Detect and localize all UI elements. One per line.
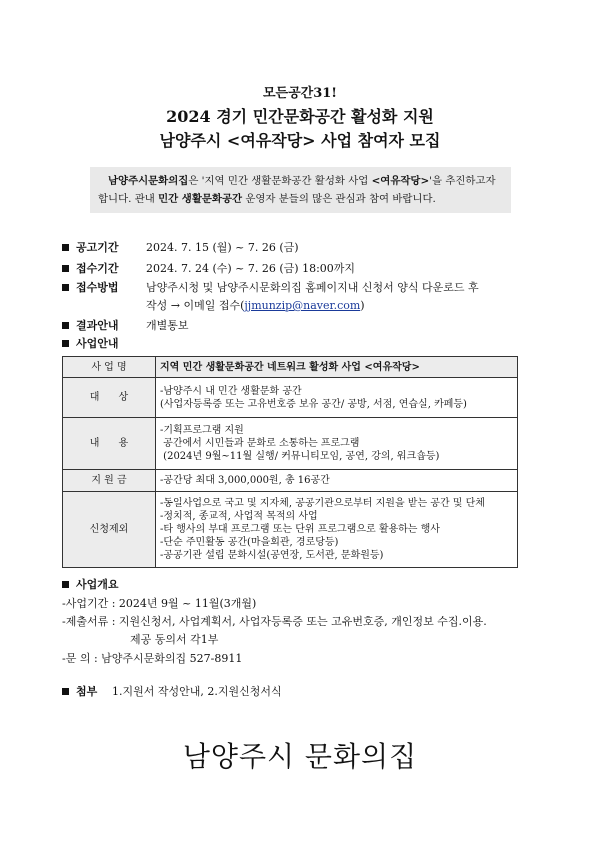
row-label: 지 원 금 — [63, 470, 156, 492]
intro-line1-end: '을 추진하고자 — [429, 175, 496, 187]
row-content: -남양주시 내 민간 생활문화 공간 (사업자등록증 또는 고유번호증 보유 공간/ 공방, 서점, 연습실, 카페등) — [156, 378, 518, 418]
notice-result: 결과안내 개별통보 — [62, 318, 542, 334]
document-title-line2: 남양주시 <여유작당> 사업 참여자 모집 — [159, 131, 441, 150]
email-link[interactable]: jjmunzip@naver.com — [244, 299, 361, 312]
footer-org: 남양주시 문화의집 — [182, 740, 418, 773]
intro-target: 민간 생활문화공간 — [158, 193, 243, 205]
bullet-square-icon — [62, 322, 69, 329]
document-kicker: 모든공간31! — [262, 86, 338, 101]
bullet-square-icon — [62, 265, 69, 272]
intro-box — [90, 167, 511, 213]
intro-project: <여유작당> — [371, 175, 430, 187]
overview-documents: -제출서류 : 지원신청서, 사업계획서, 사업자등록증 또는 고유번호증, 개인정보 수집.이용. — [62, 615, 487, 628]
notice-method: 접수방법 남양주시청 및 남양주시문화의집 홈페이지내 신청서 양식 다운로드 후 작성 → 이메일 접수(jjmunzip@naver.com) — [62, 280, 542, 316]
bullet-square-icon — [62, 340, 69, 347]
table-row — [63, 492, 518, 568]
row-content: -기획프로그램 지원 공간에서 시민들과 문화로 소통하는 프로그램 (2024년 9월~11월 실행/ 커뮤니티모임, 공연, 강의, 워크숍등) — [156, 418, 518, 470]
overview-documents-cont: 제공 동의서 각1부 — [130, 633, 219, 646]
row-content: -공간당 최대 3,000,000원, 총 16공간 — [156, 470, 518, 492]
intro-line1 — [98, 172, 503, 190]
bullet-square-icon — [62, 284, 69, 291]
attachment-line: 첨부 1.지원서 작성안내, 2.지원신청서식 — [62, 684, 542, 700]
intro-org: 남양주시문화의집 — [108, 175, 189, 187]
overview-heading: 사업개요 — [62, 577, 542, 593]
table-row — [63, 357, 518, 378]
table-header-label: 사 업 명 — [63, 357, 156, 378]
intro-line2: 합니다. 관내 민간 생활문화공간 운영자 분들의 많은 관심과 참여 바랍니다. — [98, 193, 436, 205]
table-row — [63, 418, 518, 470]
row-label: 신청제외 — [63, 492, 156, 568]
notice-receipt-period: 접수기간 2024. 7. 24 (수) ~ 7. 26 (금) 18:00까지 — [62, 261, 542, 277]
bullet-square-icon — [62, 581, 69, 588]
notice-period: 공고기간 2024. 7. 15 (월) ~ 7. 26 (금) — [62, 240, 542, 256]
overview-contact: -문 의 : 남양주시문화의집 527-8911 — [62, 652, 243, 665]
row-label: 내 용 — [63, 418, 156, 470]
bullet-square-icon — [62, 688, 69, 695]
table-row — [63, 378, 518, 418]
table-row — [63, 470, 518, 492]
business-info-table — [62, 356, 518, 568]
row-label: 대 상 — [63, 378, 156, 418]
table-header-value: 지역 민간 생활문화공간 네트워크 활성화 사업 <여유작당> — [156, 357, 518, 378]
bullet-square-icon — [62, 244, 69, 251]
row-content: -동일사업으로 국고 및 지자체, 공공기관으로부터 지원을 받는 공간 및 단체 -정치적, 종교적, 사업적 목적의 사업 -타 행사의 부대 프로그램 또는 단위 프로그램으로 활용하는 행사 -단순 주민활동 공간(마을회관, 경로당등) -공공기관 설립 문화시설(공연장, 도서관, 문화원등) — [156, 492, 518, 568]
notice-business-info: 사업안내 — [62, 336, 542, 352]
document-title-line1: 2024 경기 민간문화공간 활성화 지원 — [166, 107, 434, 126]
intro-line1-mid: 은 '지역 민간 생활문화공간 활성화 사업 — [188, 175, 372, 187]
overview-period: -사업기간 : 2024년 9월 ~ 11월(3개월) — [62, 597, 257, 610]
